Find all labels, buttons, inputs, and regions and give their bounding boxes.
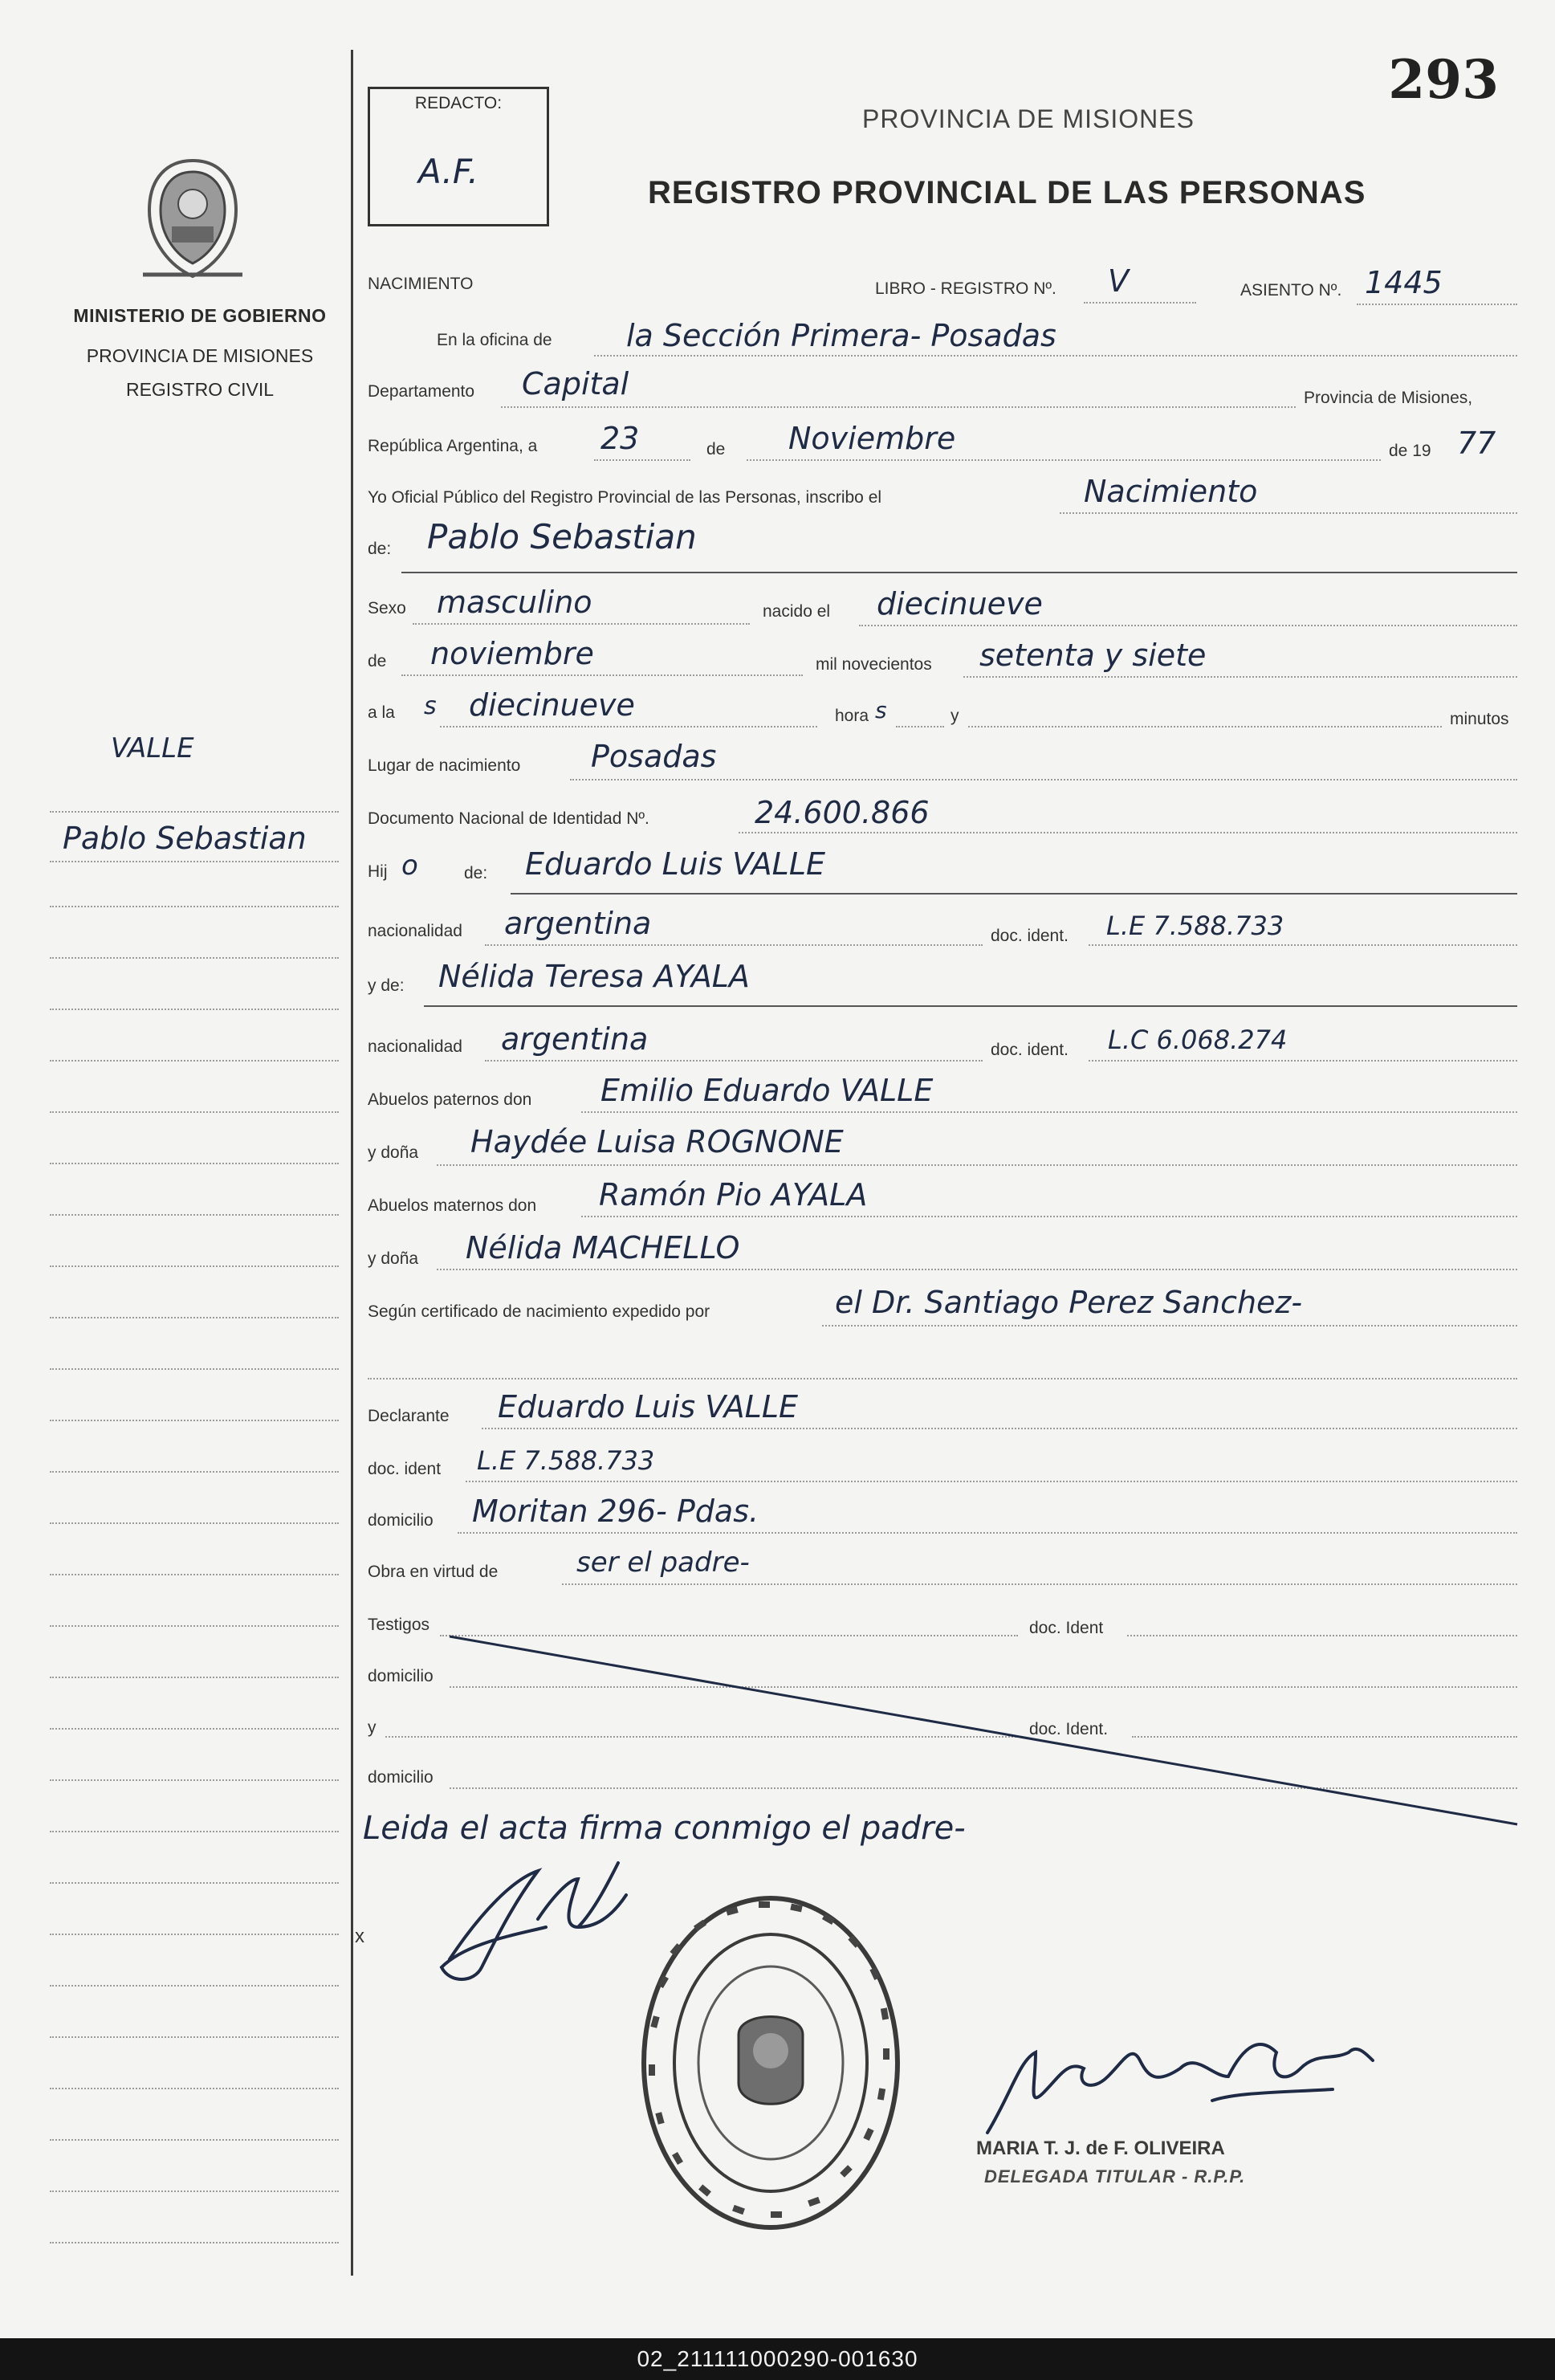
label-horas: hora	[835, 707, 869, 725]
father-underline	[511, 893, 1517, 895]
label-oficina: En la oficina de	[437, 331, 552, 349]
archive-footer	[0, 2338, 1555, 2380]
value-madre-nacionalidad: argentina	[501, 1021, 649, 1057]
label-de-nombre: de:	[368, 540, 392, 558]
value-hora-suffix-b: s	[875, 697, 887, 723]
label-doc-testigo-1: doc. Ident	[1029, 1619, 1104, 1637]
ministry-line-2: PROVINCIA DE MISIONES	[86, 345, 314, 366]
cancel-stroke	[434, 1620, 1533, 1832]
label-abuelos-paternos: Abuelos paternos don	[368, 1090, 532, 1109]
value-oficina: la Sección Primera- Posadas	[626, 318, 1056, 353]
value-mes: Noviembre	[788, 421, 956, 456]
value-hij-suffix: o	[401, 850, 418, 882]
field-line	[1357, 304, 1517, 305]
label-nacionalidad-madre: nacionalidad	[368, 1037, 462, 1056]
label-declarante: Declarante	[368, 1407, 450, 1425]
label-mil: mil novecientos	[816, 655, 932, 674]
field-line	[562, 1583, 1517, 1585]
margin-divider	[351, 50, 353, 2276]
margin-line	[50, 811, 339, 813]
margin-line	[50, 906, 339, 907]
field-line	[1089, 944, 1517, 946]
field-line	[570, 779, 1517, 780]
field-line	[401, 674, 803, 676]
label-asiento: ASIENTO Nº.	[1240, 281, 1342, 300]
label-domicilio-testigo-2: domicilio	[368, 1768, 434, 1787]
value-acto: Nacimiento	[1084, 474, 1258, 509]
margin-line	[50, 1985, 339, 1987]
value-declarante-doc: L.E 7.588.733	[477, 1445, 655, 1476]
value-madre-doc: L.C 6.068.274	[1108, 1025, 1288, 1055]
field-line	[458, 1532, 1517, 1534]
field-line	[896, 726, 944, 727]
label-republica: República Argentina, a	[368, 437, 538, 455]
label-y: y	[951, 707, 959, 725]
value-nota: Leida el acta firma conmigo el padre-	[363, 1810, 966, 1847]
value-abuelo-paterno: Emilio Eduardo VALLE	[600, 1073, 934, 1108]
label-de-mes: de	[368, 652, 387, 670]
margin-line	[50, 1163, 339, 1164]
value-nacido-mes: noviembre	[430, 636, 594, 671]
province-title: PROVINCIA DE MISIONES	[862, 104, 1195, 133]
label-nacimiento: NACIMIENTO	[368, 275, 474, 293]
label-doc-testigo-2: doc. Ident.	[1029, 1720, 1109, 1738]
label-nacionalidad-padre: nacionalidad	[368, 922, 462, 940]
field-line	[437, 1164, 1517, 1166]
field-line	[1060, 512, 1517, 514]
label-libro: LIBRO - REGISTRO Nº.	[875, 279, 1056, 298]
mother-underline	[424, 1005, 1517, 1007]
field-line	[466, 1481, 1517, 1482]
label-obra: Obra en virtud de	[368, 1563, 499, 1581]
margin-line	[50, 1420, 339, 1421]
field-line	[963, 676, 1517, 678]
margin-line	[50, 1265, 339, 1267]
official-name: MARIA T. J. de F. OLIVEIRA	[976, 2138, 1225, 2159]
value-dia: 23	[600, 421, 640, 456]
coat-of-arms-icon	[135, 154, 250, 283]
margin-line	[50, 1831, 339, 1832]
page-number: 293	[1388, 48, 1499, 111]
field-line	[413, 623, 750, 625]
margin-line	[50, 957, 339, 959]
label-dona-paterna: y doña	[368, 1143, 419, 1162]
field-line	[594, 459, 690, 461]
declarant-signature-icon	[417, 1847, 642, 1991]
label-provincia: Provincia de Misiones,	[1304, 389, 1473, 407]
margin-line	[50, 861, 339, 862]
label-de: de	[706, 440, 726, 458]
value-obra: ser el padre-	[576, 1547, 750, 1579]
margin-line	[50, 1368, 339, 1370]
margin-line	[50, 1111, 339, 1113]
label-lugar: Lugar de nacimiento	[368, 756, 521, 775]
field-line	[581, 1216, 1517, 1217]
value-nacido-dia: diecinueve	[877, 586, 1043, 621]
label-de-padre: de:	[464, 864, 488, 882]
value-sexo: masculino	[437, 585, 592, 620]
value-abuelo-materno: Ramón Pio AYALA	[599, 1177, 868, 1212]
margin-line	[50, 1214, 339, 1216]
value-padre-nacionalidad: argentina	[504, 906, 652, 941]
official-title: DELEGADA TITULAR - R.P.P.	[984, 2166, 1246, 2186]
margin-line	[50, 2242, 339, 2243]
field-line	[747, 459, 1381, 461]
label-y-testigo: y	[368, 1718, 377, 1737]
label-nacido-el: nacido el	[763, 602, 831, 621]
margin-line	[50, 1060, 339, 1062]
value-madre: Nélida Teresa AYALA	[438, 959, 750, 994]
field-line	[594, 355, 1517, 357]
signature-mark: x	[355, 1926, 364, 1947]
field-line	[485, 1060, 983, 1062]
label-dona-materna: y doña	[368, 1249, 419, 1268]
field-line	[1089, 1060, 1517, 1062]
margin-line	[50, 1522, 339, 1524]
margin-line	[50, 1934, 339, 1935]
margin-given-names: Pablo Sebastian	[63, 821, 307, 856]
field-line	[437, 1269, 1517, 1270]
value-hora: diecinueve	[469, 687, 635, 723]
value-asiento: 1445	[1365, 265, 1443, 300]
label-abuelos-maternos: Abuelos maternos don	[368, 1196, 537, 1215]
margin-line	[50, 1009, 339, 1010]
value-abuela-materna: Nélida MACHELLO	[466, 1230, 740, 1265]
margin-line	[50, 1625, 339, 1627]
name-underline	[401, 572, 1517, 573]
margin-line	[50, 1677, 339, 1678]
value-libro: V	[1108, 263, 1129, 299]
label-hij: Hij	[368, 862, 388, 881]
margin-line	[50, 2190, 339, 2192]
value-padre: Eduardo Luis VALLE	[525, 846, 826, 882]
value-lugar: Posadas	[591, 739, 717, 774]
label-testigos: Testigos	[368, 1616, 430, 1634]
ministry-line-3: REGISTRO CIVIL	[125, 379, 275, 400]
field-line	[739, 832, 1517, 833]
value-dni: 24.600.866	[755, 795, 930, 830]
official-stamp-icon	[638, 1890, 903, 2235]
field-line	[368, 1378, 1517, 1380]
value-nacido-anio: setenta y siete	[979, 638, 1207, 673]
field-line	[485, 944, 983, 946]
label-de-year: de 19	[1389, 442, 1431, 460]
registry-title: REGISTRO PROVINCIAL DE LAS PERSONAS	[648, 175, 1366, 210]
margin-line	[50, 1471, 339, 1473]
label-doc-madre: doc. ident.	[991, 1041, 1069, 1059]
official-signature-icon	[971, 2028, 1389, 2149]
value-departamento: Capital	[522, 366, 629, 401]
label-domicilio-declarante: domicilio	[368, 1511, 434, 1530]
label-domicilio-testigo-1: domicilio	[368, 1667, 434, 1685]
value-nombre: Pablo Sebastian	[427, 517, 697, 556]
field-line	[1084, 302, 1196, 304]
redacto-label: REDACTO:	[414, 94, 503, 112]
label-yo-oficial: Yo Oficial Público del Registro Provincial de las Personas, inscribo el	[368, 488, 882, 507]
margin-line	[50, 1574, 339, 1575]
value-declarante-domicilio: Moritan 296- Pdas.	[472, 1494, 759, 1529]
value-hora-suffix-a: s	[424, 692, 437, 720]
label-a-la: a la	[368, 703, 395, 722]
value-padre-doc: L.E 7.588.733	[1106, 911, 1284, 941]
margin-line	[50, 1882, 339, 1884]
margin-line	[50, 2139, 339, 2141]
field-line	[482, 1428, 1517, 1429]
label-segun: Según certificado de nacimiento expedido por	[368, 1302, 710, 1321]
redacto-value: A.F.	[418, 152, 478, 191]
label-y-de-madre: y de:	[368, 976, 405, 995]
redacto-box	[368, 87, 549, 226]
label-departamento: Departamento	[368, 382, 475, 401]
field-line	[859, 625, 1517, 626]
field-line	[968, 726, 1442, 727]
value-certificado: el Dr. Santiago Perez Sanchez-	[835, 1285, 1303, 1320]
margin-line	[50, 1317, 339, 1318]
value-anio: 77	[1457, 426, 1496, 461]
field-line	[501, 406, 1296, 408]
margin-line	[50, 2088, 339, 2089]
label-minutos: minutos	[1450, 710, 1509, 728]
archive-code: 02_211111000290-001630	[637, 2346, 918, 2371]
margin-line	[50, 1779, 339, 1781]
label-sexo: Sexo	[368, 599, 406, 617]
field-line	[581, 1111, 1517, 1113]
field-line	[440, 726, 817, 727]
margin-surname: VALLE	[111, 732, 194, 764]
ministry-line-1: MINISTERIO DE GOBIERNO	[73, 305, 327, 326]
label-doc-padre: doc. ident.	[991, 927, 1069, 945]
margin-line	[50, 2036, 339, 2038]
value-declarante: Eduardo Luis VALLE	[498, 1389, 799, 1424]
label-doc-declarante: doc. ident	[368, 1460, 442, 1478]
margin-line	[50, 1728, 339, 1730]
label-dni: Documento Nacional de Identidad Nº.	[368, 809, 649, 828]
value-abuela-paterna: Haydée Luisa ROGNONE	[470, 1124, 844, 1159]
field-line	[822, 1325, 1517, 1327]
